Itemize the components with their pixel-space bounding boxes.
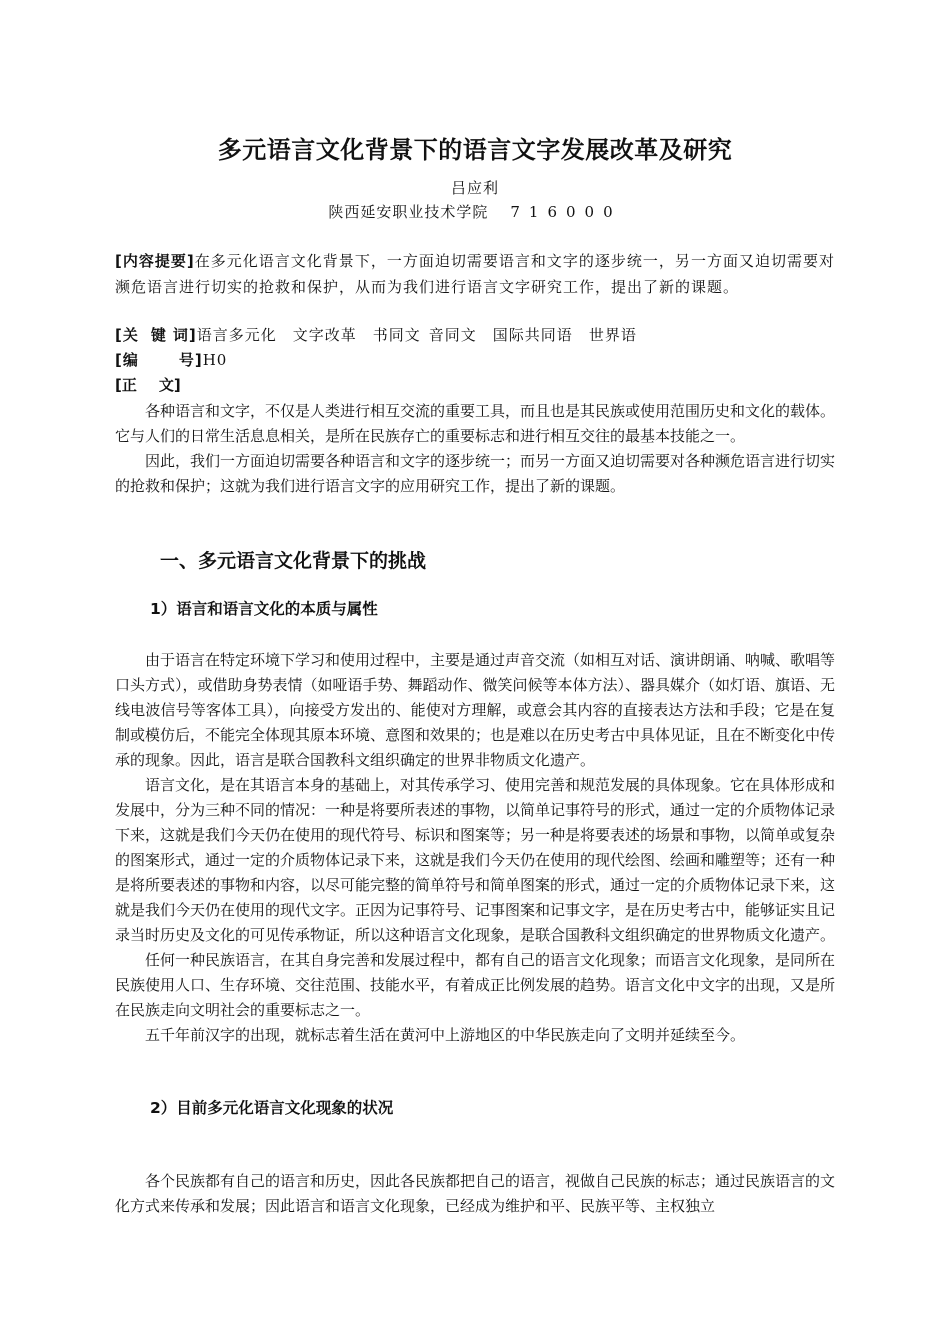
subsection-body (115, 648, 835, 1048)
section-heading: 一、多元语言文化背景下的挑战 (160, 550, 427, 572)
classification-line (115, 348, 227, 372)
keywords-line (115, 323, 637, 347)
abstract-text: 在多元化语言文化背景下，一方面迫切需要语言和文字的逐步统一，另一方面又迫切需要对濒危语言进行切实的抢救和保护，从而为我们进行语言文字研究工作，提出了新的课题。 (115, 252, 835, 296)
body-label: [正 文] (115, 376, 181, 394)
postcode: 716000 (510, 203, 622, 221)
author-name: 吕应利 (450, 179, 499, 197)
keyword-item: 世界语 (588, 326, 637, 344)
paragraph: 各个民族都有自己的语言和历史，因此各民族都把自己的语言，视做自己民族的标志；通过民族语言的文化方式来传承和发展；因此语言和语言文化现象，已经成为维护和平、民族平等、主权独立 (115, 1172, 836, 1215)
affiliation-name: 陕西延安职业技术学院 (328, 203, 489, 221)
subsection-heading: 2）目前多元化语言文化现象的状况 (150, 1099, 394, 1117)
paragraph: 各种语言和文字，不仅是人类进行相互交流的重要工具，而且也是其民族或使用范围历史和文化的载体。它与人们的日常生活息息相关，是所在民族存亡的重要标志和进行相互交往的最基本技能之一。 (115, 402, 836, 445)
abstract-label: [内容提要] (115, 252, 195, 270)
subsection-body (115, 1169, 835, 1219)
paragraph: 语言文化，是在其语言本身的基础上，对其传承学习、使用完善和规范发展的具体现象。它在具体形成和发展中，分为三种不同的情况：一种是将要所表述的事物，以简单记事符号的形式，通过一定的介质物体记录下来，这就是我们今天仍在使用的现代符号、标识和图案等；另一种是将要表述的场景和事物，以简单或复杂的图案形式，通过一定的介质物体记录下来，这就是我们今天仍在使用的现代绘图、绘画和雕塑等；还有一种是将所要表述的事物和内容，以尽可能完整的简单符号和简单图案的形式，通过一定的介质物体记录下来，这就是我们今天仍在使用的现代文字。正因为记事符号、记事图案和记事文字，是在历史考古中，能够证实且记录当时历史及文化的可见传承物证，所以这种语言文化现象，是联合国教科文组织确定的世界物质文化遗产。 (115, 776, 836, 944)
classification-value: H0 (202, 351, 228, 369)
paragraph: 任何一种民族语言，在其自身完善和发展过程中，都有自己的语言文化现象；而语言文化现象，是同所在民族使用人口、生存环境、交往范围、技能水平，有着成正比例发展的趋势。语言文化中文字的出现，又是所在民族走向文明社会的重要标志之一。 (115, 951, 836, 1019)
paragraph: 因此，我们一方面迫切需要各种语言和文字的逐步统一；而另一方面又迫切需要对各种濒危语言进行切实的抢救和保护；这就为我们进行语言文字的应用研究工作，提出了新的课题。 (115, 452, 836, 495)
subsection-heading: 1）语言和语言文化的本质与属性 (150, 600, 378, 618)
keyword-item: 语言多元化 (196, 326, 277, 344)
paper-title: 多元语言文化背景下的语言文字发展改革及研究 (217, 136, 733, 164)
affiliation-line (0, 201, 950, 223)
paragraph: 由于语言在特定环境下学习和使用过程中，主要是通过声音交流（如相互对话、演讲朗诵、呐喊、歌唱等口头方式），或借助身势表情（如哑语手势、舞蹈动作、微笑问候等本体方法）、器具媒介（如灯语、旗语、无线电波信号等客体工具），向接受方发出的、能使对方理解，或意会其内容的直接表达方法和手段；它是在复制或模仿后，不能完全体现其原本环境、意图和效果的；也是难以在历史考古中具体见证，且在不断变化中传承的现象。因此，语言是联合国教科文组织确定的世界非物质文化遗产。 (115, 651, 836, 769)
abstract (115, 249, 835, 300)
classification-label: [编 号] (115, 351, 203, 369)
keyword-item: 书同文 (372, 326, 421, 344)
keyword-item: 音同文 (428, 326, 477, 344)
keyword-item: 文字改革 (292, 326, 357, 344)
keywords-label: [关 键 词] (115, 326, 197, 344)
paragraph: 五千年前汉字的出现，就标志着生活在黄河中上游地区的中华民族走向了文明并延续至今。 (145, 1026, 746, 1044)
keyword-item: 国际共同语 (492, 326, 573, 344)
intro-section (115, 399, 835, 499)
